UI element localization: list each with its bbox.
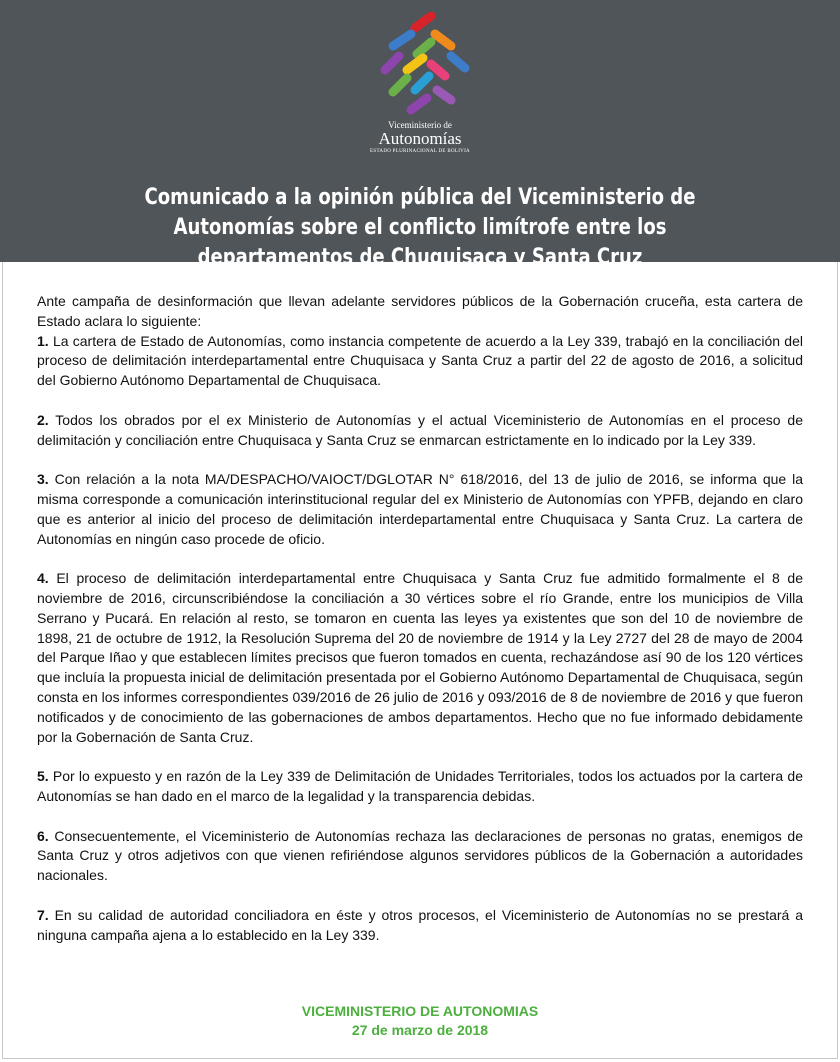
intro-paragraph: Ante campaña de desinformación que llevan adelante servidores públicos de la Gobernación cruceña, esta cartera de Estado aclara lo siguiente: — [37, 293, 803, 329]
logo-wordmark — [320, 120, 520, 155]
item-text: En su calidad de autoridad conciliadora en éste y otros procesos, el Viceministerio de Autonomías no se prestará a ninguna campaña ajena a lo establecido en la Ley 339. — [37, 906, 803, 943]
header-banner — [0, 0, 840, 270]
item-number: 6. — [37, 827, 49, 844]
item-text: Con relación a la nota MA/DESPACHO/VAIOCT/DGLOTAR N° 618/2016, del 13 de julio de 2016, se informa que la misma corresponde a comunicación interinstitucional regular del ex Ministerio de Autonomías con YPFB, dejando en claro que es anterior al inicio del proceso de delimitación interdepartamental entre Chuquisaca y Santa Cruz. La cartera de Autonomías en ningún caso procede de oficio. — [37, 471, 804, 547]
item-text: La cartera de Estado de Autonomías, como instancia competente de acuerdo a la Ley 339, trabajó en la conciliación del proceso de delimitación interdepartamental entre Chuquisaca y Santa Cruz a partir del 22 de agosto de 2016, a solicitud del Gobierno Autónomo Departamental de Chuquisaca. — [37, 332, 803, 389]
logo-big-text: Autonomías — [378, 129, 462, 148]
signature-date: 27 de marzo de 2018 — [351, 1022, 489, 1038]
item-text: Por lo expuesto y en razón de la Ley 339 de Delimitación de Unidades Territoriales, todos los actuados por la cartera de Autonomías se han dado en el marco de la legalidad y la transparencia debidas. — [37, 768, 804, 804]
logo-small-text: Viceministerio de — [388, 120, 452, 130]
list-item — [37, 906, 803, 946]
list-item — [37, 411, 803, 451]
item-text: El proceso de delimitación interdepartamental entre Chuquisaca y Santa Cruz fue admitido formalmente el 8 de noviembre de 2016, circunscribiéndose la conciliación a 30 vértices sobre el río Grande, entre los municipios de Villa Serrano y Pucará. En relación al resto, se tomaron en cuenta las leyes ya existentes que son del 10 de noviembre de 1898, 21 de octubre de 1912, la Resolución Suprema del 20 de noviembre de 1914 y la Ley 2727 del 28 de mayo de 2004 del Parque Iñao y que establecen límites precisos que fueron tomados en cuenta, rechazándose así 90 de los 120 vértices que incluía la propuesta inicial de delimitación presentada por el Gobierno Autónomo Departamental de Chuquisaca, según consta en los informes correspondientes 039/2016 de 26 julio de 2016 y 093/2016 de 8 de noviembre de 2016 y que fueron notificados y de conocimiento de las gobernaciones de ambos departamentos. Hecho que no fue informado debidamente por la Gobernación de Santa Cruz. — [37, 570, 804, 745]
list-item — [37, 827, 803, 886]
item-number: 2. — [37, 411, 49, 428]
list-item — [37, 332, 803, 391]
item-number: 4. — [37, 570, 49, 587]
list-item — [37, 569, 803, 747]
list-item — [37, 767, 803, 807]
item-text: Todos los obrados por el ex Ministerio de Autonomías y el actual Viceministerio de Autonomías en el proceso de delimitación y conciliación entre Chuquisaca y Santa Cruz se enmarcan estrictamente en lo indicado por la Ley 339. — [37, 411, 803, 448]
item-number: 5. — [37, 768, 49, 785]
item-number: 1. — [37, 332, 49, 349]
signature-block — [220, 1002, 620, 1040]
logo-tagline: ESTADO PLURINACIONAL DE BOLIVIA — [370, 149, 470, 154]
list-item — [37, 470, 803, 549]
communique-body — [37, 292, 803, 945]
item-number: 3. — [37, 471, 49, 488]
viceministerio-de-autonomias-logo — [371, 12, 477, 118]
signature-org: VICEMINISTERIO DE AUTONOMIAS — [301, 1003, 539, 1019]
item-text: Consecuentemente, el Viceministerio de Autonomías rechaza las declaraciones de personas no gratas, enemigos de Santa Cruz y otros adjetivos con que vienen refiriéndose algunos servidores públicos de la Gobernación a autoridades nacionales. — [37, 827, 803, 884]
item-number: 7. — [37, 906, 49, 923]
communique-title: Comunicado a la opinión pública del Viceministerio de Autonomías sobre el conflicto limítrofe entre los departamentos de Chuquisaca y Santa Cruz — [144, 185, 696, 270]
